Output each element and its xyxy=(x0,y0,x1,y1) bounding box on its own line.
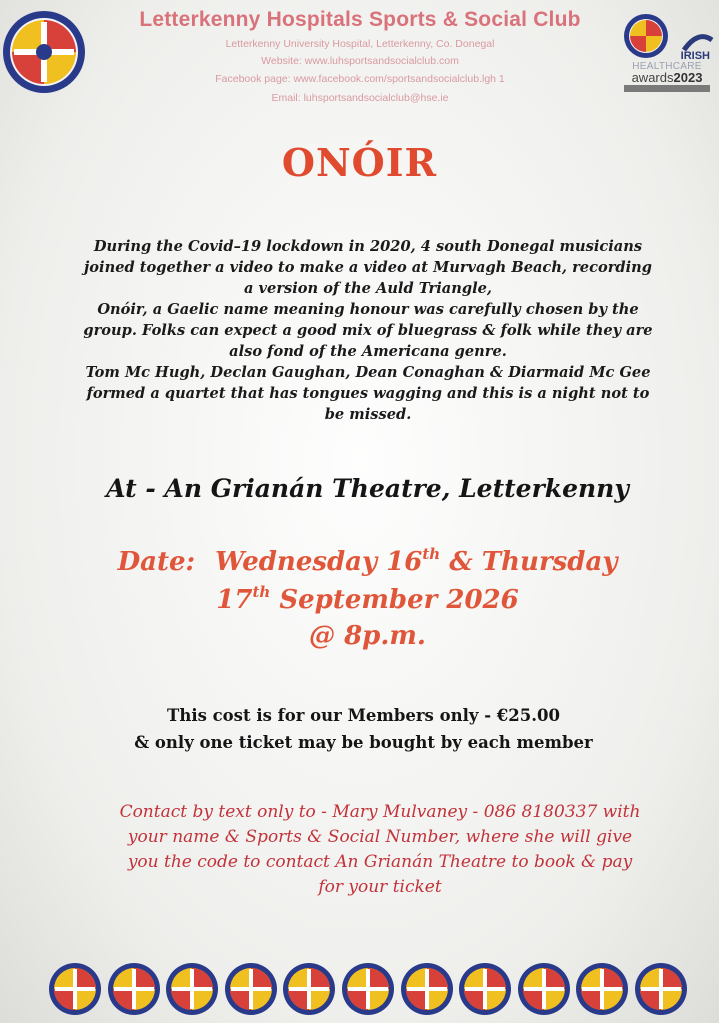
footer-crest-logo xyxy=(282,962,336,1016)
club-address: Letterkenny University Hospital, Letterkenny, Co. Donegal xyxy=(225,38,495,50)
club-facebook: Facebook page: www.facebook.com/sportsandsocialclub.lgh 1 xyxy=(215,73,505,85)
contact-info xyxy=(40,800,719,900)
date-part: September 2026 xyxy=(270,585,519,615)
footer-crest-logo xyxy=(517,962,571,1016)
description-line: group. Folks can expect a good mix of bluegrass & folk while they are xyxy=(83,322,653,339)
contact-line: Contact by text only to - Mary Mulvaney - 086 8180337 with xyxy=(119,802,641,822)
date-part: Wednesday 16 xyxy=(215,547,423,577)
cost-line-1: This cost is for our Members only - €25.00 xyxy=(167,706,560,725)
description-line: be missed. xyxy=(324,406,412,423)
footer-crest-logo xyxy=(107,962,161,1016)
event-date-line-2 xyxy=(0,583,719,615)
event-date-line-1 xyxy=(0,545,719,577)
award-awards-word: awards xyxy=(631,70,674,85)
description-line: joined together a video to make a video at Murvagh Beach, recording xyxy=(84,259,652,276)
description-line: a version of the Auld Triangle, xyxy=(244,280,492,297)
description-line: Onóir, a Gaelic name meaning honour was carefully chosen by the xyxy=(97,301,639,318)
footer-crest-logo xyxy=(341,962,395,1016)
club-name: Letterkenny Hospitals Sports & Social Club xyxy=(139,8,581,31)
footer-crest-logo xyxy=(224,962,278,1016)
contact-line: you the code to contact An Grianán Theatre to book & pay xyxy=(127,852,633,872)
date-part: & Thursday xyxy=(440,547,618,577)
date-suffix: th xyxy=(422,545,441,563)
event-title: ONÓIR xyxy=(281,140,438,185)
footer-crest-logo xyxy=(634,962,688,1016)
event-venue: At - An Grianán Theatre, Letterkenny xyxy=(106,474,629,503)
club-crest-logo xyxy=(2,10,86,94)
club-website: Website: www.luhsportsandsocialclub.com xyxy=(261,55,459,67)
cost-line-2: & only one ticket may be bought by each member xyxy=(134,733,593,752)
description-line: During the Covid–19 lockdown in 2020, 4 south Donegal musicians xyxy=(93,238,643,255)
description-line: also fond of the Americana genre. xyxy=(229,343,507,360)
footer-crest-logo xyxy=(400,962,454,1016)
award-healthcare: HEALTHCARE xyxy=(632,61,702,72)
footer-crest-logo xyxy=(458,962,512,1016)
award-year: 2023 xyxy=(673,70,703,85)
event-time: @ 8p.m. xyxy=(309,621,426,651)
award-irish: IRISH xyxy=(680,50,710,62)
footer-crest-logo xyxy=(48,962,102,1016)
event-description xyxy=(30,236,706,425)
contact-line: for your ticket xyxy=(318,877,442,897)
date-part: 17 xyxy=(216,585,253,615)
contact-line: your name & Sports & Social Number, where she will give xyxy=(127,827,633,847)
club-email: Email: luhsportsandsocialclub@hse.ie xyxy=(271,92,449,104)
description-line: formed a quartet that has tongues wagging and this is a night not to xyxy=(86,385,650,402)
award-text-block xyxy=(622,50,712,92)
date-label: Date: xyxy=(117,547,196,577)
award-awards xyxy=(622,70,712,85)
footer-crest-logo xyxy=(165,962,219,1016)
award-winner-bar xyxy=(624,85,710,92)
description-line: Tom Mc Hugh, Declan Gaughan, Dean Conaghan & Diarmaid Mc Gee xyxy=(85,364,651,381)
footer-crest-logo xyxy=(575,962,629,1016)
footer-logo-strip xyxy=(48,962,688,1018)
date-suffix: th xyxy=(252,583,271,601)
